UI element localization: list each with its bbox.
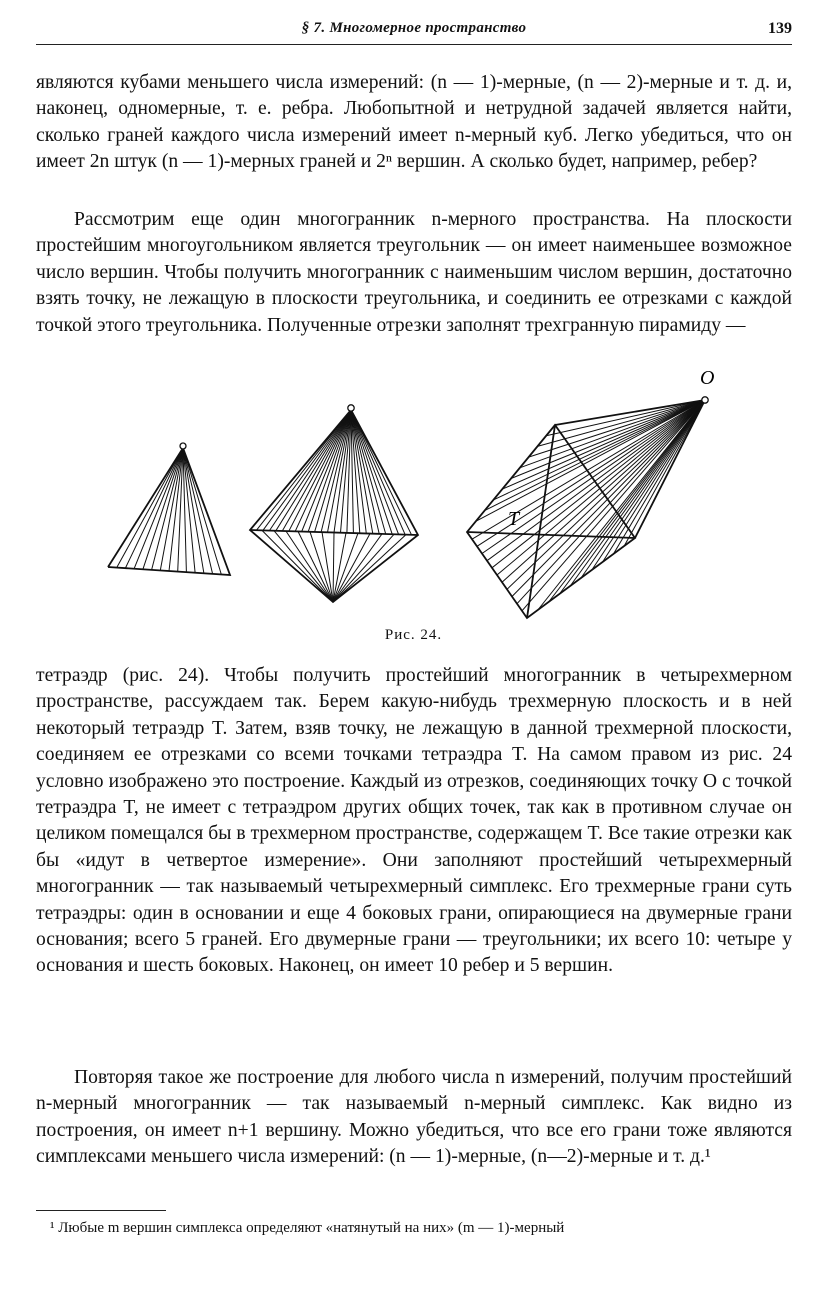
hatch-line bbox=[183, 448, 213, 574]
hatch-line bbox=[263, 410, 351, 530]
apex-point bbox=[180, 443, 186, 449]
hatch-line bbox=[333, 534, 382, 602]
label-O: O bbox=[700, 370, 715, 389]
point-o bbox=[702, 397, 708, 403]
figure-24 bbox=[100, 370, 740, 630]
running-title: § 7. Многомерное пространство bbox=[301, 20, 527, 36]
paragraph-3: тетраэдр (рис. 24). Чтобы получить простейший многогранник в четырехмерном пространстве, рассуждаем так. Берем какую-нибудь трехмерную плоскость и в ней некоторый тетраэдр T. Затем, взяв точку, не лежащую в данной трехмерной плоскости, соединяем ее отрезками со всеми точками тетраэдра T. На самом правом из рис. 24 условно изображено это построение. Каждый из отрезков, соединяющих точку O с точкой тетраэдра T, не имеет с тетраэдром других общих точек, так как в противном случае он целиком помещался бы в трехмерном пространстве, содержащем T. Все такие отрезки как бы «идут в четвертое измерение». Они заполняют простейший четырехмерный многогранник — так называемый четырехмерный симплекс. Его трехмерные грани суть тетраэдры: один в основании и еще 4 боковых грани, опирающиеся на двумерные грани основания; всего 5 граней. Его двумерные грани — треугольники; их всего 10: четыре у основания и шесть боковых. Наконец, он имеет 10 ребер и 5 вершин. bbox=[36, 665, 792, 977]
hatch-line bbox=[351, 410, 392, 534]
hatch-line bbox=[262, 530, 333, 602]
hatch-line bbox=[351, 410, 386, 534]
apex-point bbox=[348, 405, 354, 411]
hatch-line bbox=[570, 400, 705, 586]
paragraph-4: Повторяя такое же построение для любого числа n измерений, получим простейший n-мерный многогранник — так называемый n-мерный симплекс. Как видно из построения, он имеет n+1 вершину. Можно убедиться, что все его грани тоже являются симплексами меньшего числа измерений: (n — 1)-мерные, (n—2)-мерные и т. д.¹ bbox=[36, 1067, 792, 1168]
hatch-line bbox=[333, 534, 394, 602]
hatch-line bbox=[125, 448, 183, 568]
paragraph-1: являются кубами меньшего числа измерений: (n — 1)-мерные, (n — 2)-мерные и т. д. и, наконец, одномерные, т. е. ребра. Любопытной и нетрудной задачей является найти, сколько граней каждого числа измерений имеет n-мерный куб. Легко убедиться, что он имеет 2n штук (n — 1)-мерных граней и 2ⁿ вершин. А сколько будет, например, ребер? bbox=[36, 72, 792, 173]
hatch-line bbox=[282, 410, 351, 531]
hatch-line bbox=[269, 410, 351, 531]
triangle-outline bbox=[108, 448, 230, 575]
footnote-rule bbox=[36, 1210, 166, 1211]
figure-caption: Рис. 24. bbox=[384, 627, 443, 643]
hatch-line bbox=[502, 400, 705, 489]
hatch-line bbox=[592, 400, 705, 570]
footnote: ¹ Любые m вершин симплекса определяют «натянутый на них» (m — 1)-мерный bbox=[50, 1220, 565, 1236]
paragraph-2: Рассмотрим еще один многогранник n-мерного пространства. На плоскости простейшим многоугольником является треугольник — он имеет наименьшее возможное число вершин. Чтобы получить многогранник с наименьшим числом вершин, достаточно взять точку, не лежащую в плоскости треугольника, и соединить ее отрезками с каждой точкой этого треугольника. Полученные отрезки заполнят трехгранную пирамиду — bbox=[36, 209, 792, 336]
hatch-line bbox=[507, 400, 705, 589]
hatch-line bbox=[308, 410, 351, 532]
hatch-line bbox=[333, 533, 334, 603]
page-header bbox=[36, 18, 792, 45]
hatch-line bbox=[302, 410, 351, 532]
page-number: 139 bbox=[768, 20, 792, 37]
label-T: T bbox=[508, 508, 520, 530]
